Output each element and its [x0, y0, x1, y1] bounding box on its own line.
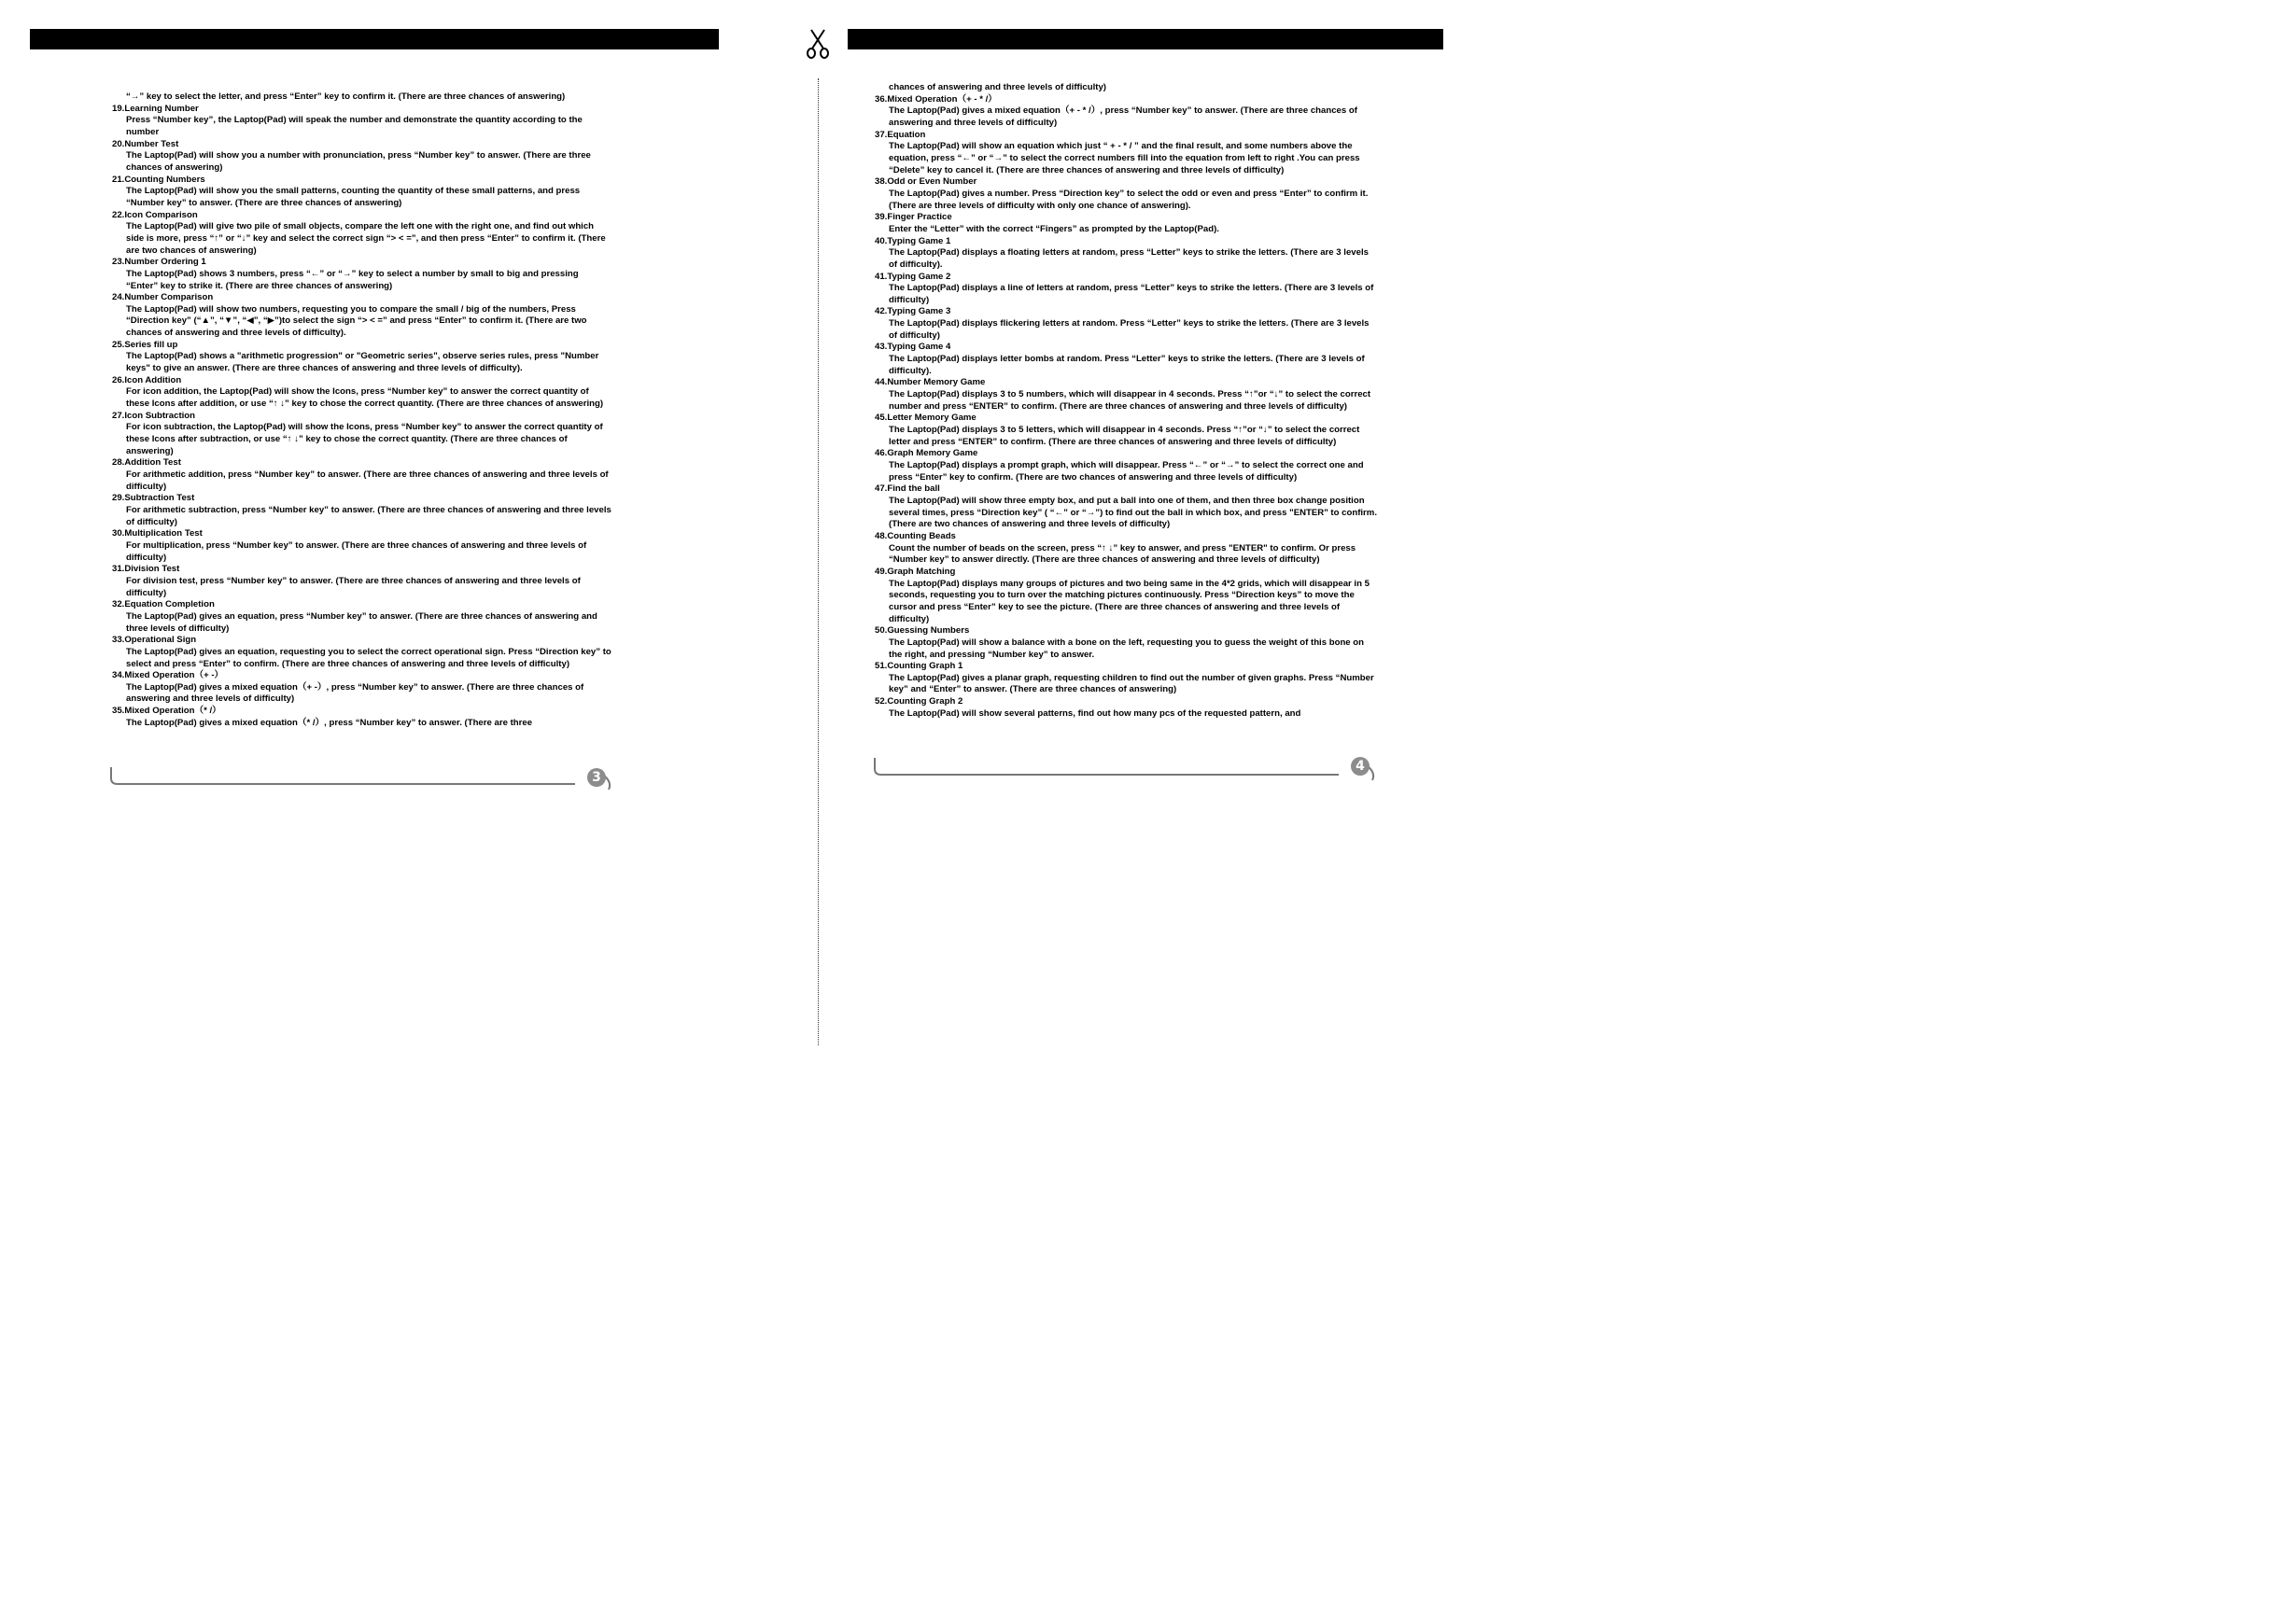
manual-entry: [875, 661, 1379, 696]
right-page-text: [875, 82, 1379, 720]
page-number-badge: 4: [1351, 757, 1370, 776]
entry-description: The Laptop(Pad) will show two numbers, requesting you to compare the small / big of the numbers, Press “Direction key” (“▲”, “▼”, “◀”, “▶”)to select the sign “> < =” and press “Enter” to confirm it. (There are two chances of answering and three levels of difficulty).: [126, 303, 587, 339]
entry-description: The Laptop(Pad) gives an equation, press “Number key” to answer. (There are three chances of answering and three levels of difficulty): [126, 610, 597, 634]
entry-heading: 25.Series fill up: [112, 339, 178, 350]
page-number-badge: 3: [587, 768, 606, 787]
manual-entry: [875, 377, 1379, 413]
entry-description: The Laptop(Pad) displays a floating letters at random, press “Letter” keys to strike the letters. (There are 3 levels of difficulty).: [889, 247, 1369, 270]
manual-entry: [875, 567, 1379, 625]
manual-entry: [875, 236, 1379, 272]
entry-heading: 22.Icon Comparison: [112, 209, 198, 220]
entry-description: The Laptop(Pad) will show you the small patterns, counting the quantity of these small patterns, and press “Number key” to answer. (There are three chances of answering): [126, 186, 581, 208]
entry-description: The Laptop(Pad) displays flickering letters at random. Press “Letter” keys to strike the letters. (There are 3 levels of difficulty): [889, 318, 1370, 341]
manual-entry: [112, 340, 612, 375]
entry-heading: 26.Icon Addition: [112, 374, 182, 385]
entry-description: The Laptop(Pad) gives a planar graph, requesting children to find out the number of given graphs. Press “Number key” and “Enter” to answer. (There are three chances of answering): [889, 672, 1374, 695]
entry-description: The Laptop(Pad) will show several patterns, find out how many pcs of the requested pattern, and: [889, 707, 1301, 719]
entry-heading: 42.Typing Game 3: [875, 306, 951, 317]
scissors-icon: [805, 28, 831, 60]
entry-description: The Laptop(Pad) shows a "arithmetic progression" or "Geometric series", observe series rules, press "Number keys" to give an answer. (There are three chances of answering and three levels of difficulty).: [126, 351, 599, 374]
entry-heading: 51.Counting Graph 1: [875, 661, 963, 672]
entry-description: The Laptop(Pad) displays a prompt graph, which will disappear. Press “←” or “→” to select the correct one and press “Enter” key to confirm. (There are two chances of answering and three levels of difficulty): [889, 460, 1364, 483]
entry-description: The Laptop(Pad) gives a mixed equation（* /）, press “Number key” to answer. (There are three: [126, 717, 533, 728]
manual-entry: [112, 375, 612, 411]
left-page-header-bar: [30, 29, 719, 49]
entry-description: The Laptop(Pad) will show an equation which just “ + - * / ” and the final result, and some numbers above the equation, press “←” or “→” to select the correct numbers fill into the equation from left to right .You can press “Delete” key to cancel it. (There are three chances of answering and three levels of difficulty): [889, 141, 1360, 175]
entry-description: The Laptop(Pad) displays letter bombs at random. Press “Letter” keys to strike the letters. (There are 3 levels of difficulty).: [889, 354, 1365, 376]
entry-heading: 44.Number Memory Game: [875, 377, 986, 388]
manual-entry: [875, 625, 1379, 661]
manual-entry: [875, 130, 1379, 177]
manual-entry: [112, 528, 612, 564]
manual-entry: [875, 272, 1379, 307]
entry-description: The Laptop(Pad) displays many groups of pictures and two being same in the 4*2 grids, which will disappear in 5 seconds, requesting you to turn over the matching pictures continuously. Press “Direction keys” to move the cursor and press “Enter” key to see the picture. (There are three chances of answering and three levels of difficulty): [889, 578, 1370, 624]
entry-description: For arithmetic addition, press “Number key” to answer. (There are three chances of answering and three levels of difficulty): [126, 469, 609, 492]
manual-entry: [875, 413, 1379, 448]
manual-entry: [112, 210, 612, 258]
entry-description: Count the number of beads on the screen, press “↑ ↓” key to answer, and press "ENTER" to confirm. Or press “Number key” to answer directly. (There are three chances of answering and three levels of difficulty): [889, 542, 1356, 566]
entry-description: The Laptop(Pad) gives an equation, requesting you to select the correct operational sign. Press “Direction key” to select and press “Enter” to confirm. (There are three chances of answering and three levels of difficulty): [126, 646, 611, 669]
cut-line-divider: [818, 78, 819, 1045]
entry-heading: 32.Equation Completion: [112, 599, 215, 610]
entry-description: For division test, press “Number key” to answer. (There are three chances of answering and three levels of difficulty): [126, 575, 581, 598]
entry-description: The Laptop(Pad) will show a balance with a bone on the left, requesting you to guess the weight of this bone on the right, and pressing “Number key” to answer.: [889, 637, 1365, 660]
entry-description: The Laptop(Pad) gives a mixed equation（+ -）, press “Number key” to answer. (There are three chances of answering and three levels of difficulty): [126, 681, 584, 705]
manual-entry: [875, 306, 1379, 342]
entry-description: For icon subtraction, the Laptop(Pad) will show the Icons, press “Number key” to answer the correct quantity of these Icons after subtraction, or use “↑ ↓” key to chose the correct quantity. (There are three chances of answering): [126, 422, 603, 456]
entry-description: The Laptop(Pad) will give two pile of small objects, compare the left one with the right one, and find out which side is more, press “↑” or “↓” key and select the correct sign “> < =”, and then press “Enter” to confirm it. (There are two chances of answering): [126, 221, 606, 256]
entry-heading: 50.Guessing Numbers: [875, 625, 970, 637]
entry-heading: 24.Number Comparison: [112, 292, 214, 303]
left-page-footer-bracket: [108, 765, 616, 790]
manual-entry: [112, 104, 612, 139]
entry-heading: 19.Learning Number: [112, 103, 199, 114]
manual-entry: [112, 175, 612, 210]
entry-heading: 33.Operational Sign: [112, 635, 197, 646]
manual-entry: [112, 635, 612, 670]
manual-entry: [875, 94, 1379, 130]
entry-heading: 47.Find the ball: [875, 483, 940, 495]
entry-description: Press “Number key”, the Laptop(Pad) will speak the number and demonstrate the quantity according to the number: [126, 115, 583, 137]
entry-heading: 52.Counting Graph 2: [875, 696, 963, 707]
entry-description: The Laptop(Pad) displays 3 to 5 numbers, which will disappear in 4 seconds. Press “↑”or “↓” to select the correct number and press “ENTER” to confirm. (There are three chances of answering and three levels of difficulty): [889, 389, 1371, 412]
manual-entry: [112, 564, 612, 599]
entry-heading: 40.Typing Game 1: [875, 235, 951, 246]
entry-heading: 43.Typing Game 4: [875, 342, 951, 353]
entry-description: The Laptop(Pad) will show you a number with pronunciation, press “Number key” to answer. (There are three chances of answering): [126, 150, 591, 173]
entry-heading: 21.Counting Numbers: [112, 174, 205, 185]
entry-heading: 37.Equation: [875, 129, 926, 140]
entry-heading: 48.Counting Beads: [875, 530, 956, 541]
right-page-header-bar: [848, 29, 1443, 49]
entry-heading: 46.Graph Memory Game: [875, 448, 978, 459]
manual-entry: [112, 670, 612, 706]
entry-description: The Laptop(Pad) shows 3 numbers, press “←” or “→” key to select a number by small to big and pressing “Enter” key to strike it. (There are three chances of answering): [126, 268, 579, 291]
entry-description: The Laptop(Pad) displays a line of letters at random, press “Letter” keys to strike the letters. (There are 3 levels of difficulty): [889, 283, 1374, 305]
entry-description: For multiplication, press “Number key” to answer. (There are three chances of answering and three levels of difficulty): [126, 539, 587, 563]
manual-entry: [875, 342, 1379, 377]
manual-entry: [875, 448, 1379, 483]
manual-entry: [112, 493, 612, 528]
manual-entry: [112, 599, 612, 635]
left-page-text: [112, 91, 612, 729]
entry-heading: 29.Subtraction Test: [112, 493, 195, 504]
entry-heading: 34.Mixed Operation（+ -）: [112, 670, 224, 681]
left-continuation-text: “→” key to select the letter, and press “Enter” key to confirm it. (There are three chances of answering): [126, 91, 566, 102]
entry-heading: 38.Odd or Even Number: [875, 176, 977, 188]
entry-description: The Laptop(Pad) will show three empty box, and put a ball into one of them, and then three box change position several times, press “Direction key” ( “←” or “→”) to find out the ball in which box, and press "ENTER" to confirm. (There are two chances of answering and three levels of difficulty): [889, 495, 1377, 530]
entry-heading: 30.Multiplication Test: [112, 528, 203, 539]
entry-heading: 35.Mixed Operation（* /）: [112, 706, 221, 717]
entry-heading: 49.Graph Matching: [875, 566, 956, 577]
entry-heading: 45.Letter Memory Game: [875, 413, 976, 424]
manual-entry: [875, 696, 1379, 720]
entry-heading: 41.Typing Game 2: [875, 271, 951, 282]
entry-heading: 23.Number Ordering 1: [112, 257, 206, 268]
manual-entry: [112, 257, 612, 292]
entry-description: The Laptop(Pad) gives a number. Press “Direction key” to select the odd or even and press “Enter” to confirm it. (There are three levels of difficulty with only one chance of answering).: [889, 188, 1369, 211]
entry-heading: 31.Division Test: [112, 564, 180, 575]
right-page-footer-bracket: [872, 756, 1380, 780]
entry-heading: 36.Mixed Operation（+ - * /）: [875, 93, 997, 105]
entry-description: Enter the “Letter” with the correct “Fingers” as prompted by the Laptop(Pad).: [889, 223, 1219, 234]
manual-entry: [875, 212, 1379, 235]
entry-heading: 28.Addition Test: [112, 457, 181, 469]
right-continuation-text: chances of answering and three levels of difficulty): [889, 82, 1106, 92]
entry-description: The Laptop(Pad) gives a mixed equation（+ - * /）, press “Number key” to answer. (There are three chances of answering and three levels of difficulty): [889, 105, 1357, 128]
entry-description: For icon addition, the Laptop(Pad) will show the Icons, press “Number key” to answer the correct quantity of these Icons after addition, or use “↑ ↓” key to chose the correct quantity. (There are three chances of answering): [126, 386, 604, 410]
manual-entry: [112, 139, 612, 175]
entry-description: For arithmetic subtraction, press “Number key” to answer. (There are three chances of answering and three levels of difficulty): [126, 504, 611, 527]
manual-entry: [112, 706, 612, 729]
manual-entry: [112, 292, 612, 340]
manual-entry: [112, 411, 612, 458]
entry-heading: 20.Number Test: [112, 138, 179, 149]
manual-entry: [875, 483, 1379, 531]
manual-entry: [112, 457, 612, 493]
manual-entry: [875, 176, 1379, 212]
entry-heading: 39.Finger Practice: [875, 212, 952, 223]
manual-entry: [875, 531, 1379, 567]
entry-heading: 27.Icon Subtraction: [112, 410, 196, 421]
entry-description: The Laptop(Pad) displays 3 to 5 letters, which will disappear in 4 seconds. Press “↑”or “↓” to select the correct letter and press “ENTER” to confirm. (There are three chances of answering and three levels of difficulty): [889, 425, 1360, 447]
